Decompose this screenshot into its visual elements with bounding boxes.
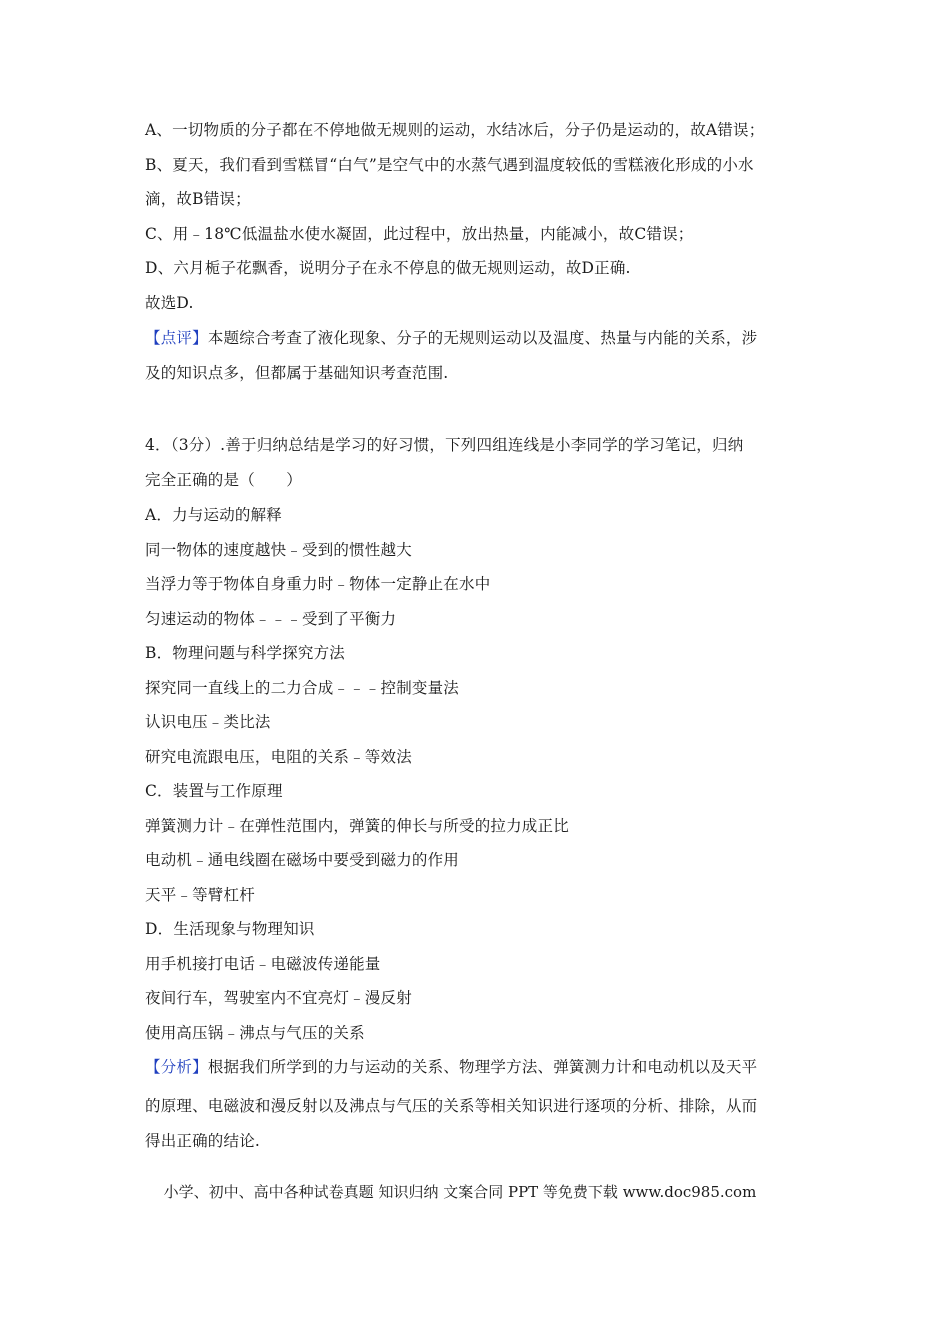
option-a-item-1: 同一物体的速度越快﹣受到的惯性越大 [145,541,412,559]
review-line-1 [145,328,757,348]
option-d-title: D．生活现象与物理知识 [145,920,315,938]
option-b-item-3: 研究电流跟电压，电阻的关系﹣等效法 [145,748,412,766]
analysis-text-1: 根据我们所学到的力与运动的关系、物理学方法、弹簧测力计和电动机以及天平 [207,1058,758,1076]
answer-d-line: D、六月栀子花飘香，说明分子在永不停息的做无规则运动，故D正确. [145,259,631,277]
answer-b-line-2: 滴，故B错误； [145,190,251,208]
option-c-item-1: 弹簧测力计﹣在弹性范围内，弹簧的伸长与所受的拉力成正比 [145,817,569,835]
analysis-line-1 [145,1057,757,1077]
analysis-line-2: 的原理、电磁波和漫反射以及沸点与气压的关系等相关知识进行逐项的分析、排除，从而 [145,1097,758,1115]
option-a-item-2: 当浮力等于物体自身重力时﹣物体一定静止在水中 [145,575,491,593]
option-b-item-2: 认识电压﹣类比法 [145,713,271,731]
option-c-item-2: 电动机﹣通电线圈在磁场中要受到磁力的作用 [145,851,460,869]
analysis-line-3: 得出正确的结论. [145,1132,261,1150]
review-line-2: 及的知识点多，但都属于基础知识考查范围. [145,364,449,382]
option-d-item-2: 夜间行车，驾驶室内不宜亮灯﹣漫反射 [145,989,412,1007]
page-footer: 小学、初中、高中各种试卷真题 知识归纳 文案合同 PPT 等免费下载 www.doc985.com [163,1183,757,1201]
option-c-item-3: 天平﹣等臂杠杆 [145,886,255,904]
option-b-title: B．物理问题与科学探究方法 [145,644,345,662]
review-tag: 【点评】 [145,329,208,347]
answer-c-line: C、用﹣18℃低温盐水使水凝固，此过程中，放出热量，内能减小，故C错误； [145,225,694,243]
option-c-title: C．装置与工作原理 [145,782,283,800]
option-a-item-3: 匀速运动的物体﹣﹣﹣受到了平衡力 [145,610,397,628]
answer-b-line-1: B、夏天，我们看到雪糕冒“白气”是空气中的水蒸气遇到温度较低的雪糕液化形成的小水 [145,156,754,174]
question-4-stem-2: 完全正确的是（ ） [145,471,303,489]
question-4-stem-1: 4．（3分）.善于归纳总结是学习的好习惯，下列四组连线是小李同学的学习笔记，归纳 [145,436,744,454]
option-d-item-1: 用手机接打电话﹣电磁波传递能量 [145,955,381,973]
option-b-item-1: 探究同一直线上的二力合成﹣﹣﹣控制变量法 [145,679,460,697]
choice-line: 故选D. [145,294,194,312]
answer-a-line: A、一切物质的分子都在不停地做无规则的运动，水结冰后，分子仍是运动的，故A错误； [145,121,765,139]
option-d-item-3: 使用高压锅﹣沸点与气压的关系 [145,1024,365,1042]
analysis-tag: 【分析】 [145,1058,208,1076]
option-a-title: A．力与运动的解释 [145,506,282,524]
review-text-1: 本题综合考查了液化现象、分子的无规则运动以及温度、热量与内能的关系，涉 [207,329,758,347]
